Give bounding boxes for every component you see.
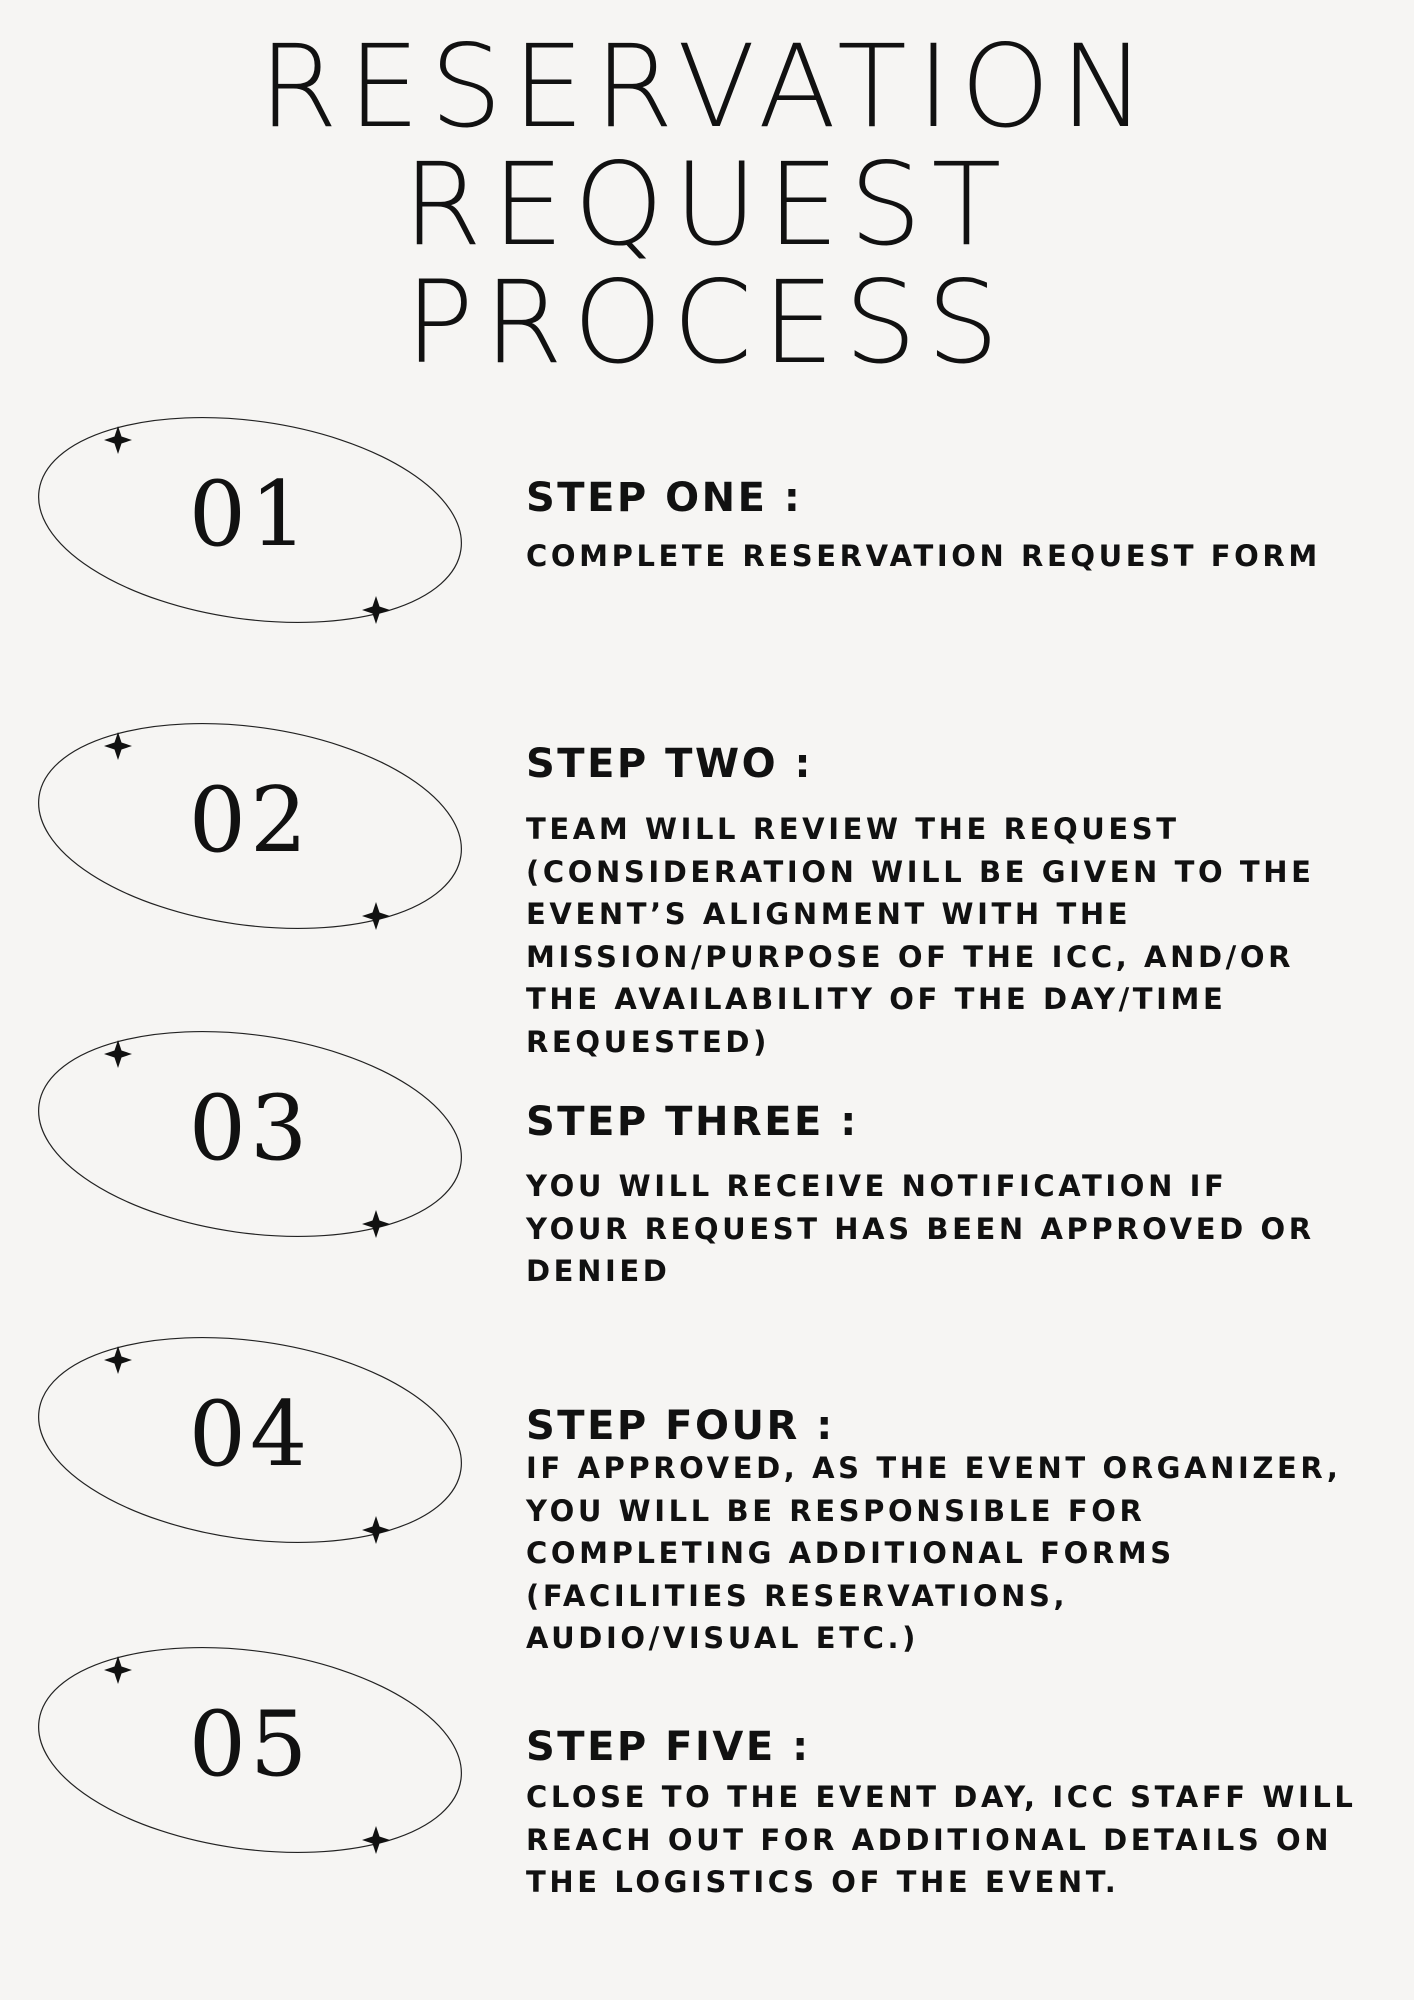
title-line-1: RESERVATION — [258, 20, 1156, 153]
step-description-line: DENIED — [526, 1254, 671, 1288]
four-point-star-icon — [362, 596, 390, 624]
step-description-line: THE AVAILABILITY OF THE DAY/TIME — [526, 982, 1227, 1016]
page-title — [0, 20, 1414, 389]
step-heading: STEP THREE : — [526, 1099, 859, 1145]
step-description — [526, 1776, 1386, 1904]
four-point-star-icon — [362, 1826, 390, 1854]
step-number: 01 — [188, 462, 312, 567]
step-description-line: IF APPROVED, AS THE EVENT ORGANIZER, — [526, 1451, 1342, 1485]
step-description — [526, 808, 1386, 1063]
step-description-line: MISSION/PURPOSE OF THE ICC, AND/OR — [526, 939, 1295, 974]
step-description-line: (CONSIDERATION WILL BE GIVEN TO THE — [526, 854, 1315, 889]
step-description-line: THE LOGISTICS OF THE EVENT. — [526, 1865, 1120, 1899]
step-description-line: CLOSE TO THE EVENT DAY, ICC STAFF WILL — [526, 1780, 1357, 1814]
step-description-line: COMPLETE RESERVATION REQUEST FORM — [526, 539, 1321, 573]
step-heading: STEP ONE : — [526, 475, 803, 521]
step-number: 03 — [188, 1076, 312, 1181]
step-number: 02 — [188, 768, 312, 873]
four-point-star-icon — [362, 1516, 390, 1544]
step-description-line: YOU WILL BE RESPONSIBLE FOR — [526, 1493, 1146, 1528]
step-description-line: COMPLETING ADDITIONAL FORMS — [526, 1536, 1175, 1570]
step-description — [526, 1165, 1386, 1293]
step-description-line: REACH OUT FOR ADDITIONAL DETAILS ON — [526, 1822, 1333, 1857]
step-number: 05 — [188, 1692, 312, 1797]
title-line-2: REQUEST — [402, 138, 1012, 271]
step-description-line: EVENT’S ALIGNMENT WITH THE — [526, 897, 1132, 931]
step-heading: STEP FIVE : — [526, 1724, 811, 1770]
step-heading: STEP FOUR : — [526, 1403, 835, 1449]
step-description-line: (FACILITIES RESERVATIONS, — [526, 1578, 1069, 1613]
step-description — [526, 1447, 1386, 1660]
step-description-line: AUDIO/VISUAL ETC.) — [526, 1621, 919, 1655]
step-number: 04 — [188, 1382, 312, 1487]
title-line-3: PROCESS — [404, 256, 1010, 389]
step-description-line: TEAM WILL REVIEW THE REQUEST — [526, 812, 1180, 846]
four-point-star-icon — [362, 1210, 390, 1238]
step-description-line: YOU WILL RECEIVE NOTIFICATION IF — [526, 1169, 1228, 1203]
step-description — [526, 535, 1386, 578]
step-description-line: YOUR REQUEST HAS BEEN APPROVED OR — [526, 1211, 1315, 1246]
step-description-line: REQUESTED) — [526, 1024, 770, 1059]
step-heading: STEP TWO : — [526, 741, 813, 787]
four-point-star-icon — [362, 902, 390, 930]
